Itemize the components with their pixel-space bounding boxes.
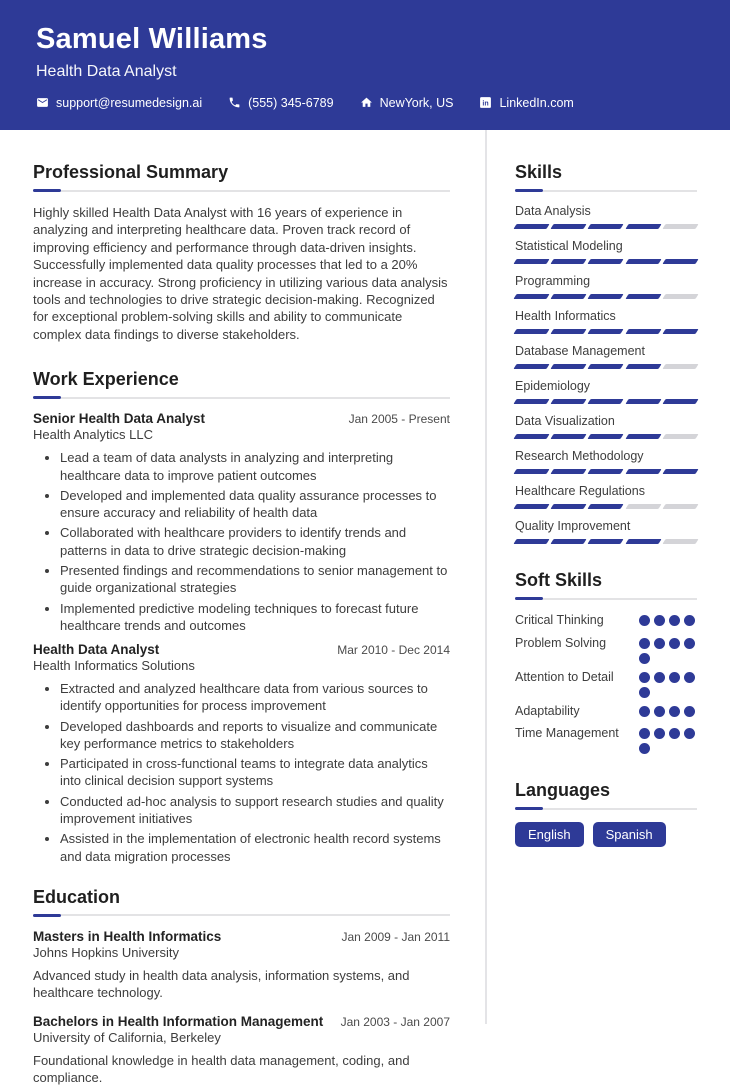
job-bullet: • Assisted in the implementation of electronic health record systems and data migration processes	[60, 830, 450, 865]
job-dates: Mar 2010 - Dec 2014	[337, 643, 450, 658]
rating-dot	[639, 653, 650, 664]
skill-item	[515, 309, 697, 334]
skill-bar-segment	[625, 539, 661, 544]
degree-header	[33, 1014, 450, 1029]
rating-dot	[639, 638, 650, 649]
section-soft-skills	[515, 570, 697, 754]
soft-skill-item	[515, 612, 697, 630]
skill-label: Healthcare Regulations	[515, 484, 645, 498]
skill-bar-segment	[588, 329, 624, 334]
job-bullet-list	[33, 680, 450, 865]
skill-bar-segment	[588, 469, 624, 474]
skill-bar-segment	[588, 504, 624, 509]
skill-bar-segment	[662, 294, 698, 299]
job-bullet: • Conducted ad-hoc analysis to support research studies and quality improvement initiatives	[60, 793, 450, 828]
soft-skill-dots	[639, 669, 697, 698]
skill-item	[515, 239, 697, 264]
phone-icon	[228, 96, 241, 109]
skill-bar-segment	[625, 224, 661, 229]
soft-skill-label: Time Management	[515, 726, 619, 740]
left-column	[0, 130, 487, 1086]
skill-bar-segment	[513, 329, 549, 334]
skill-bar-segment	[588, 259, 624, 264]
rule-accent	[33, 396, 61, 399]
linkedin-icon	[479, 96, 492, 109]
rule-line	[61, 914, 450, 916]
degree-school: Johns Hopkins University	[33, 944, 179, 960]
soft-skill-item	[515, 669, 697, 698]
skill-bar-segment	[551, 504, 587, 509]
experience-heading: Work Experience	[33, 369, 179, 390]
section-professional-summary	[33, 162, 450, 343]
skill-bar-segment	[588, 364, 624, 369]
rule-line	[543, 808, 697, 810]
rating-dot	[654, 728, 665, 739]
skill-bar-segment	[551, 399, 587, 404]
skill-bar-segment	[551, 364, 587, 369]
rating-dot	[684, 672, 695, 683]
skill-item	[515, 274, 697, 299]
summary-heading: Professional Summary	[33, 162, 229, 182]
job-company: Health Analytics LLC	[33, 427, 153, 443]
skill-bar	[515, 539, 697, 544]
skill-bar-segment	[588, 434, 624, 439]
right-column	[487, 130, 730, 1024]
soft-skill-label: Critical Thinking	[515, 613, 604, 627]
skill-bar-segment	[513, 294, 549, 299]
job-bullet: • Participated in cross-functional teams to integrate data analytics into clinical decision support systems	[60, 755, 450, 790]
skills-list	[515, 204, 697, 544]
contact-phone[interactable]	[228, 96, 333, 110]
skills-heading: Skills	[515, 162, 563, 182]
skill-item	[515, 414, 697, 439]
heading-rule	[33, 189, 450, 192]
degree-header	[33, 929, 450, 944]
soft-skill-label: Adaptability	[515, 703, 580, 718]
skill-label: Database Management	[515, 344, 645, 358]
skill-bar-segment	[625, 469, 661, 474]
soft-skill-label: Attention to Detail	[515, 669, 614, 684]
rating-dot	[669, 615, 680, 626]
skill-bar-segment	[513, 504, 549, 509]
soft-skills-list	[515, 612, 697, 754]
skill-bar	[515, 504, 697, 509]
contact-linkedin[interactable]	[479, 96, 573, 110]
header-banner	[0, 0, 730, 130]
rule-line	[543, 190, 697, 192]
skill-bar-segment	[662, 469, 698, 474]
job-bullet: • Extracted and analyzed healthcare data from various sources to identify opportunities for process improvement	[60, 680, 450, 715]
rule-line	[543, 598, 697, 600]
soft-skill-item	[515, 725, 697, 754]
job-bullet: • Lead a team of data analysts in analyzing and interpreting healthcare data to improve patient outcomes	[60, 449, 450, 484]
section-languages	[515, 780, 697, 847]
contact-text: NewYork, US	[379, 95, 454, 110]
rule-accent	[33, 914, 61, 917]
skill-bar-segment	[513, 434, 549, 439]
home-icon	[360, 96, 373, 109]
rating-dot	[639, 706, 650, 717]
rating-dot	[669, 638, 680, 649]
skill-bar-segment	[625, 294, 661, 299]
contact-text: support@resumedesign.ai	[56, 95, 203, 110]
email-icon	[36, 96, 49, 109]
contact-text: LinkedIn.com	[499, 95, 574, 110]
language-badges	[515, 822, 697, 847]
contact-home[interactable]	[360, 96, 454, 110]
skill-item	[515, 484, 697, 509]
skill-bar-segment	[551, 539, 587, 544]
job-title: Senior Health Data Analyst	[33, 411, 206, 427]
heading-rule	[33, 914, 450, 917]
skill-bar-segment	[625, 364, 661, 369]
skill-item	[515, 449, 697, 474]
education-heading: Education	[33, 886, 121, 907]
skill-bar-segment	[625, 399, 661, 404]
skill-label: Epidemiology	[515, 379, 591, 393]
rule-accent	[515, 597, 543, 600]
rating-dot	[654, 638, 665, 649]
skill-bar-segment	[662, 224, 698, 229]
heading-rule	[33, 396, 450, 399]
degree-school: University of California, Berkeley	[33, 1029, 221, 1045]
section-education	[33, 887, 450, 1087]
skill-bar	[515, 364, 697, 369]
rating-dot	[684, 638, 695, 649]
skill-bar	[515, 469, 697, 474]
skill-bar-segment	[588, 294, 624, 299]
skill-label: Data Visualization	[515, 414, 615, 428]
job-list	[33, 411, 450, 865]
skill-bar-segment	[551, 434, 587, 439]
rating-dot	[639, 728, 650, 739]
degree-dates: Jan 2003 - Jan 2007	[340, 1014, 450, 1029]
rule-accent	[515, 807, 543, 810]
skill-bar-segment	[662, 329, 698, 334]
soft-skill-dots	[639, 635, 697, 664]
job-bullet-list	[33, 449, 450, 634]
skill-bar-segment	[551, 469, 587, 474]
rating-dot	[654, 672, 665, 683]
skill-bar-segment	[513, 399, 549, 404]
skill-bar	[515, 294, 697, 299]
skill-bar-segment	[513, 469, 549, 474]
job-dates: Jan 2005 - Present	[348, 412, 450, 427]
job-company: Health Informatics Solutions	[33, 658, 195, 674]
skill-bar	[515, 434, 697, 439]
person-name: Samuel Williams	[36, 23, 268, 55]
rating-dot	[669, 672, 680, 683]
job-bullet: • Developed dashboards and reports to visualize and communicate key performance metrics to stakeholders	[60, 718, 450, 753]
degree-entry	[33, 1014, 450, 1087]
rating-dot	[639, 615, 650, 626]
skill-bar-segment	[625, 329, 661, 334]
soft-skill-dots	[639, 703, 697, 721]
skill-bar-segment	[662, 539, 698, 544]
language-badge: English	[515, 822, 584, 847]
rating-dot	[684, 615, 695, 626]
skill-bar-segment	[551, 294, 587, 299]
job-title: Health Data Analyst	[33, 642, 160, 658]
rating-dot	[684, 728, 695, 739]
job-bullet: • Collaborated with healthcare providers to identify trends and patterns in data to drive strategic decision-making	[60, 524, 450, 559]
svg-text:in: in	[482, 100, 490, 108]
skill-bar	[515, 399, 697, 404]
contact-text: (555) 345-6789	[248, 95, 334, 110]
skill-bar-segment	[662, 504, 698, 509]
skill-bar-segment	[662, 259, 698, 264]
resume-body	[0, 130, 730, 1086]
skill-bar-segment	[588, 224, 624, 229]
rule-line	[61, 397, 450, 399]
skill-bar-segment	[662, 364, 698, 369]
soft-skill-label: Problem Solving	[515, 635, 607, 650]
degree-title: Masters in Health Informatics	[33, 928, 222, 944]
skill-bar-segment	[551, 259, 587, 264]
contact-row	[36, 96, 694, 110]
skill-bar-segment	[551, 329, 587, 334]
language-badge: Spanish	[593, 822, 666, 847]
job-bullet: • Implemented predictive modeling techniques to forecast future healthcare trends and outcomes	[60, 600, 450, 635]
skill-bar-segment	[625, 504, 661, 509]
contact-email[interactable]	[36, 96, 202, 110]
skill-bar-segment	[513, 259, 549, 264]
rating-dot	[639, 743, 650, 754]
job-entry	[33, 642, 450, 865]
soft-skill-item	[515, 703, 697, 721]
skill-bar-segment	[588, 399, 624, 404]
rating-dot	[639, 672, 650, 683]
section-work-experience	[33, 369, 450, 865]
skill-bar-segment	[625, 259, 661, 264]
soft-skill-item	[515, 635, 697, 664]
person-title: Health Data Analyst	[36, 62, 177, 80]
skill-bar-segment	[513, 224, 549, 229]
job-header	[33, 411, 450, 426]
skill-bar	[515, 329, 697, 334]
rating-dot	[669, 706, 680, 717]
rating-dot	[654, 706, 665, 717]
skill-item	[515, 519, 697, 544]
rule-accent	[33, 189, 61, 192]
section-skills	[515, 162, 697, 544]
rating-dot	[654, 615, 665, 626]
skill-bar	[515, 259, 697, 264]
rating-dot	[669, 728, 680, 739]
job-header	[33, 642, 450, 657]
job-entry	[33, 411, 450, 634]
degree-dates: Jan 2009 - Jan 2011	[341, 929, 450, 944]
soft-skill-dots	[639, 612, 697, 630]
skill-bar-segment	[551, 224, 587, 229]
skill-bar-segment	[513, 364, 549, 369]
skill-item	[515, 344, 697, 369]
heading-rule	[515, 597, 697, 600]
degree-description: Foundational knowledge in health data management, coding, and compliance.	[33, 1052, 410, 1086]
skill-bar-segment	[513, 539, 549, 544]
rating-dot	[684, 706, 695, 717]
degree-title: Bachelors in Health Information Management	[33, 1013, 324, 1029]
languages-heading: Languages	[515, 780, 611, 800]
job-bullet: • Developed and implemented data quality assurance processes to ensure accuracy and reliability of health data	[60, 487, 450, 522]
skill-label: Health Informatics	[515, 309, 616, 323]
skill-bar-segment	[662, 434, 698, 439]
skill-label: Research Methodology	[515, 449, 644, 463]
job-bullet: • Presented findings and recommendations to senior management to guide organizational strategies	[60, 562, 450, 597]
degree-entry	[33, 929, 450, 1002]
skill-label: Statistical Modeling	[515, 239, 623, 253]
skill-bar	[515, 224, 697, 229]
heading-rule	[515, 807, 697, 810]
skill-label: Programming	[515, 274, 591, 288]
rating-dot	[639, 687, 650, 698]
degree-list	[33, 929, 450, 1087]
skill-bar-segment	[625, 434, 661, 439]
soft-skills-heading: Soft Skills	[515, 570, 603, 590]
skill-item	[515, 204, 697, 229]
skill-bar-segment	[588, 539, 624, 544]
skill-item	[515, 379, 697, 404]
skill-label: Quality Improvement	[515, 519, 631, 533]
soft-skill-dots	[639, 725, 697, 754]
skill-bar-segment	[662, 399, 698, 404]
heading-rule	[515, 189, 697, 192]
summary-text: Highly skilled Health Data Analyst with 16 years of experience in analyzing and interpreting healthcare data. Proven track record of improving efficiency and performance through data-driven insights. Successfully implemented data quality processes that led to a 20% increase in accuracy. Strong proficiency in utilizing various data analysis tools and technologies to drive strategic decision-making. Recognized for exceptional problem-solving skills and ability to communicate complex data findings to diverse stakeholders.	[33, 205, 448, 342]
degree-description: Advanced study in health data analysis, information systems, and healthcare technology.	[33, 967, 410, 1001]
rule-line	[61, 190, 450, 192]
rule-accent	[515, 189, 543, 192]
skill-label: Data Analysis	[515, 204, 591, 218]
